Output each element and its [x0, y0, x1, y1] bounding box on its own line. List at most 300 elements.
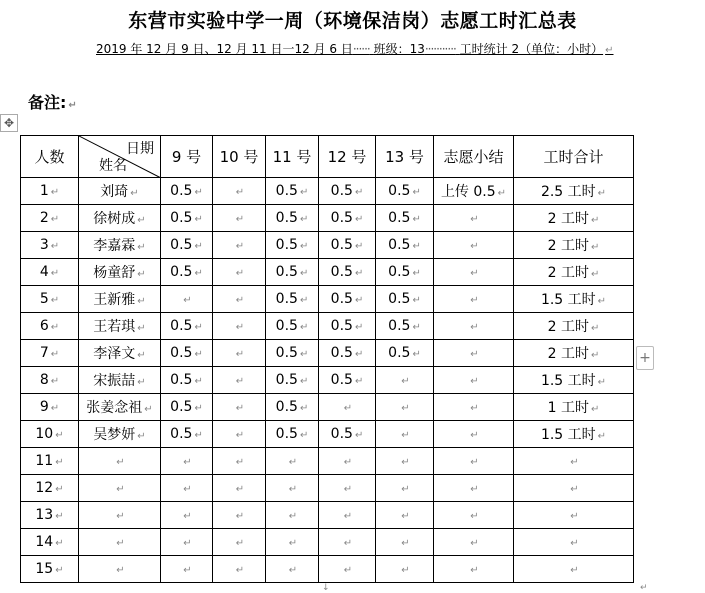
cell-summary[interactable]	[434, 205, 514, 232]
cell-text: 0.5	[275, 345, 298, 361]
table-row	[21, 313, 634, 340]
cell-d11[interactable]	[266, 313, 319, 340]
cell-name[interactable]	[79, 502, 161, 529]
cell-no[interactable]	[21, 448, 79, 475]
cell-name[interactable]	[79, 394, 161, 421]
cell-d13[interactable]	[376, 475, 434, 502]
cell-d11[interactable]	[266, 340, 319, 367]
paragraph-mark-icon: ↵	[235, 241, 245, 252]
paragraph-mark-icon: ↵	[50, 241, 60, 252]
cell-text: 张姜念祖	[86, 400, 143, 416]
cell-d10[interactable]	[213, 502, 266, 529]
cell-text: 0.5	[330, 183, 353, 199]
paragraph-mark-icon: ↵	[55, 511, 64, 522]
table-row	[21, 367, 634, 394]
paragraph-mark-icon: ↵	[570, 457, 579, 468]
cell-text: 0.5	[330, 210, 353, 226]
paragraph-mark-icon: ↵	[50, 403, 60, 414]
cell-d9[interactable]	[161, 502, 213, 529]
cell-d11[interactable]	[266, 556, 319, 583]
cell-text: 12	[35, 480, 54, 496]
cell-d12[interactable]	[319, 556, 376, 583]
cell-text: 李泽文	[93, 346, 136, 362]
paragraph-mark-icon: ↵	[288, 538, 298, 549]
cell-summary[interactable]	[434, 286, 514, 313]
paragraph-mark-icon: ↵	[288, 457, 298, 468]
cell-d12[interactable]	[319, 232, 376, 259]
cell-d13[interactable]	[376, 529, 434, 556]
cell-d11[interactable]	[266, 367, 319, 394]
cell-d10[interactable]	[213, 205, 266, 232]
cell-text: 0.5	[330, 426, 353, 442]
cell-total[interactable]	[514, 340, 634, 367]
paragraph-mark-icon: ↵	[354, 268, 364, 279]
cell-no[interactable]	[21, 367, 79, 394]
paragraph-mark-icon: ↵	[354, 376, 364, 387]
paragraph-mark-icon: ↵	[116, 511, 125, 522]
cell-text: 13	[35, 507, 54, 523]
cell-no[interactable]	[21, 556, 79, 583]
cell-d10[interactable]	[213, 448, 266, 475]
cell-name[interactable]	[79, 556, 161, 583]
paragraph-mark-icon: ↵	[412, 322, 421, 333]
cell-name[interactable]	[79, 178, 161, 205]
cell-text: 0.5	[330, 318, 353, 334]
table-row	[21, 340, 634, 367]
cell-text: 王若琪	[93, 319, 136, 335]
cell-d13[interactable]	[376, 286, 434, 313]
cell-text: 1.5 工时	[540, 292, 596, 308]
cell-text: 10	[35, 426, 54, 442]
cell-name[interactable]	[79, 421, 161, 448]
paragraph-mark-icon: ↵	[590, 323, 600, 334]
cell-text: 5	[39, 291, 49, 307]
cell-d11[interactable]	[266, 421, 319, 448]
move-arrows-icon[interactable]: ✥	[0, 114, 18, 132]
paragraph-mark-icon: ↵	[55, 538, 64, 549]
paragraph-mark-icon: ↵	[299, 376, 309, 387]
cell-text: 6	[39, 318, 49, 334]
cell-no[interactable]	[21, 178, 79, 205]
cell-d9[interactable]	[161, 232, 213, 259]
paragraph-mark-icon: ↵	[235, 187, 245, 198]
paragraph-mark-icon: ↵	[299, 430, 309, 441]
paragraph-mark-icon: ↵	[288, 511, 298, 522]
paragraph-mark-icon: ↵	[401, 376, 410, 387]
paragraph-mark-icon: ↵	[50, 187, 60, 198]
cell-total[interactable]	[514, 448, 634, 475]
cell-text: 0.5	[170, 264, 193, 280]
cell-text: 刘琦	[100, 184, 129, 200]
paragraph-mark-icon: ↵	[412, 295, 421, 306]
table-row	[21, 259, 634, 286]
cell-name[interactable]	[79, 259, 161, 286]
cell-text: 吴梦妍	[93, 427, 136, 443]
cell-text: 1	[39, 183, 49, 199]
cell-d10[interactable]	[213, 529, 266, 556]
cell-d11[interactable]	[266, 259, 319, 286]
cell-d9[interactable]	[161, 394, 213, 421]
cell-text: 杨童舒	[93, 265, 136, 281]
paragraph-mark-icon: ↵	[130, 188, 139, 199]
paragraph-mark-icon: ↵	[401, 430, 410, 441]
paragraph-mark-icon: ↵	[354, 214, 364, 225]
cell-text: 0.5	[388, 183, 411, 199]
cell-no[interactable]	[21, 340, 79, 367]
cell-summary[interactable]	[434, 421, 514, 448]
cell-d11[interactable]	[266, 502, 319, 529]
cell-summary[interactable]	[434, 448, 514, 475]
cell-d10[interactable]	[213, 394, 266, 421]
paragraph-mark-icon: ↵	[235, 484, 245, 495]
cell-d10[interactable]	[213, 286, 266, 313]
paragraph-mark-icon: ↵	[50, 376, 60, 387]
paragraph-mark-icon: ↵	[116, 538, 125, 549]
cell-d12[interactable]	[319, 502, 376, 529]
cell-no[interactable]	[21, 286, 79, 313]
table-header-row	[21, 136, 634, 178]
paragraph-mark-icon: ↵	[50, 322, 60, 333]
paragraph-mark-icon: ↵	[235, 430, 245, 441]
cell-total[interactable]	[514, 313, 634, 340]
cell-d13[interactable]	[376, 502, 434, 529]
cell-d10[interactable]	[213, 556, 266, 583]
cell-text: 李嘉霖	[93, 238, 136, 254]
cell-text: 0.5	[275, 210, 298, 226]
cell-total[interactable]	[514, 286, 634, 313]
cell-no[interactable]	[21, 502, 79, 529]
cell-summary[interactable]	[434, 529, 514, 556]
cell-d13[interactable]	[376, 421, 434, 448]
paragraph-mark-icon: ↵	[570, 565, 579, 576]
paragraph-mark-icon: ↵	[116, 484, 125, 495]
cell-d9[interactable]	[161, 529, 213, 556]
cell-d11[interactable]	[266, 205, 319, 232]
cell-d12[interactable]	[319, 313, 376, 340]
cell-text: 2 工时	[547, 211, 589, 227]
cell-text: 1.5 工时	[540, 427, 596, 443]
paragraph-mark-icon: ↵	[137, 269, 146, 280]
paragraph-mark-icon: ↵	[570, 511, 579, 522]
paragraph-mark-icon: ↵	[137, 350, 146, 361]
cell-summary[interactable]	[434, 556, 514, 583]
cell-text: 徐树成	[93, 211, 136, 227]
paragraph-mark-icon: ↵	[497, 188, 507, 199]
cell-total[interactable]	[514, 205, 634, 232]
paragraph-mark-icon: ↵	[235, 268, 245, 279]
paragraph-mark-icon: ↵	[194, 349, 203, 360]
header-day-10: 10 号	[213, 136, 266, 178]
cell-d12[interactable]	[319, 475, 376, 502]
cell-d11[interactable]	[266, 178, 319, 205]
cell-text: 3	[39, 237, 49, 253]
paragraph-mark-icon: ↵	[590, 350, 600, 361]
cell-d12[interactable]	[319, 259, 376, 286]
cell-d9[interactable]	[161, 259, 213, 286]
cell-text: 2.5 工时	[540, 184, 596, 200]
paragraph-mark-icon: ↵	[412, 268, 421, 279]
cell-total[interactable]	[514, 475, 634, 502]
cell-no[interactable]	[21, 475, 79, 502]
cell-no[interactable]	[21, 529, 79, 556]
cell-d10[interactable]	[213, 421, 266, 448]
cell-text: 上传 0.5	[440, 184, 496, 200]
cell-text: 0.5	[388, 237, 411, 253]
cell-d10[interactable]	[213, 367, 266, 394]
cell-total[interactable]	[514, 421, 634, 448]
cell-text: 4	[39, 264, 49, 280]
cell-text: 11	[35, 453, 54, 469]
paragraph-mark-icon: ↵	[299, 214, 309, 225]
paragraph-mark-icon: ↵	[470, 457, 479, 468]
paragraph-mark-icon: ↵	[597, 188, 607, 199]
paragraph-mark-icon: ↵	[590, 404, 600, 415]
paragraph-mark-icon: ↵	[137, 431, 146, 442]
cell-text: 1.5 工时	[540, 373, 596, 389]
cell-summary[interactable]	[434, 178, 514, 205]
cell-text: 0.5	[388, 264, 411, 280]
cell-d10[interactable]	[213, 475, 266, 502]
cell-text: 0.5	[170, 183, 193, 199]
paragraph-mark-icon: ↵	[183, 511, 192, 522]
paragraph-mark-icon: ↵	[235, 214, 245, 225]
cell-d12[interactable]	[319, 421, 376, 448]
cell-d9[interactable]	[161, 340, 213, 367]
cell-summary[interactable]	[434, 475, 514, 502]
cell-text: 0.5	[170, 318, 193, 334]
cell-no[interactable]	[21, 259, 79, 286]
cell-text: 0.5	[275, 372, 298, 388]
paragraph-mark-icon: ↵	[235, 511, 245, 522]
cell-no[interactable]	[21, 394, 79, 421]
header-day-11: 11 号	[266, 136, 319, 178]
paragraph-mark-icon: ↵	[288, 484, 298, 495]
cell-text: 0.5	[330, 372, 353, 388]
cell-d11[interactable]	[266, 394, 319, 421]
cell-text: 0.5	[275, 183, 298, 199]
paragraph-mark-icon: ↵	[50, 349, 60, 360]
cell-d9[interactable]	[161, 313, 213, 340]
plus-icon[interactable]: +	[636, 346, 654, 370]
cell-d9[interactable]	[161, 448, 213, 475]
paragraph-mark-icon: ↵	[470, 538, 479, 549]
cell-text: 0.5	[275, 291, 298, 307]
cell-d13[interactable]	[376, 313, 434, 340]
cell-text: 0.5	[275, 237, 298, 253]
cell-name[interactable]	[79, 529, 161, 556]
paragraph-mark-icon: ↵	[590, 269, 600, 280]
cell-d13[interactable]	[376, 367, 434, 394]
cell-d9[interactable]	[161, 178, 213, 205]
cell-name[interactable]	[79, 286, 161, 313]
cell-total[interactable]	[514, 367, 634, 394]
cell-name[interactable]	[79, 205, 161, 232]
cell-d9[interactable]	[161, 556, 213, 583]
cell-d10[interactable]	[213, 340, 266, 367]
paragraph-mark-icon: ↵	[470, 241, 479, 252]
paragraph-mark-icon: ↵	[235, 565, 245, 576]
cell-d10[interactable]	[213, 232, 266, 259]
cell-text: 0.5	[170, 345, 193, 361]
table-row	[21, 232, 634, 259]
header-date: 日期	[126, 141, 154, 157]
cell-name[interactable]	[79, 448, 161, 475]
cell-d11[interactable]	[266, 286, 319, 313]
paragraph-mark-icon: ↵	[299, 322, 309, 333]
cell-total[interactable]	[514, 178, 634, 205]
cell-text: 2 工时	[547, 319, 589, 335]
cell-d11[interactable]	[266, 529, 319, 556]
table-row	[21, 205, 634, 232]
cell-d10[interactable]	[213, 259, 266, 286]
paragraph-mark-icon: ↵	[470, 214, 479, 225]
cell-d12[interactable]	[319, 178, 376, 205]
cell-text: 0.5	[170, 372, 193, 388]
cell-d9[interactable]	[161, 205, 213, 232]
cell-name[interactable]	[79, 313, 161, 340]
paragraph-mark-icon: ↵	[470, 349, 479, 360]
paragraph-mark-icon: ↵	[183, 538, 192, 549]
paragraph-mark-icon: ↵	[68, 100, 77, 111]
cell-d12[interactable]	[319, 394, 376, 421]
cell-no[interactable]	[21, 313, 79, 340]
cell-d12[interactable]	[319, 340, 376, 367]
cell-name[interactable]	[79, 367, 161, 394]
paragraph-mark-icon: ↵	[235, 295, 245, 306]
cell-text: 0.5	[388, 345, 411, 361]
cell-text: 0.5	[170, 399, 193, 415]
paragraph-mark-icon: ↵	[235, 403, 245, 414]
header-count: 人数	[21, 136, 79, 178]
paragraph-mark-icon: ↵	[137, 323, 146, 334]
cell-text: 0.5	[170, 210, 193, 226]
cell-no[interactable]	[21, 205, 79, 232]
cell-summary[interactable]	[434, 394, 514, 421]
cell-total[interactable]	[514, 529, 634, 556]
paragraph-mark-icon: ↵	[343, 511, 353, 522]
cell-text: 0.5	[170, 237, 193, 253]
table-row	[21, 502, 634, 529]
cell-d9[interactable]	[161, 475, 213, 502]
cell-text: 0.5	[388, 210, 411, 226]
cell-text: 0.5	[330, 237, 353, 253]
cell-name[interactable]	[79, 475, 161, 502]
cell-summary[interactable]	[434, 313, 514, 340]
paragraph-mark-icon: ↵	[343, 403, 353, 414]
cell-total[interactable]	[514, 259, 634, 286]
cell-d12[interactable]	[319, 286, 376, 313]
paragraph-mark-icon: ↵	[194, 403, 203, 414]
header-day-13: 13 号	[376, 136, 434, 178]
paragraph-mark-icon: ↵	[343, 538, 353, 549]
cell-d9[interactable]	[161, 367, 213, 394]
cell-d9[interactable]	[161, 286, 213, 313]
cell-d11[interactable]	[266, 475, 319, 502]
paragraph-mark-icon: ↵	[55, 565, 64, 576]
paragraph-mark-icon: ↵	[235, 538, 245, 549]
cell-d13[interactable]	[376, 448, 434, 475]
cell-summary[interactable]	[434, 232, 514, 259]
cell-name[interactable]	[79, 340, 161, 367]
table-row	[21, 529, 634, 556]
paragraph-mark-icon: ↵	[570, 484, 579, 495]
cell-text: 0.5	[275, 318, 298, 334]
cell-summary[interactable]	[434, 259, 514, 286]
paragraph-mark-icon: ↵	[55, 457, 64, 468]
cell-d10[interactable]	[213, 313, 266, 340]
document-title: 东营市实验中学一周（环境保洁岗）志愿工时汇总表	[128, 10, 577, 32]
paragraph-mark-icon: ↵	[183, 484, 192, 495]
cell-d13[interactable]	[376, 232, 434, 259]
cell-summary[interactable]	[434, 340, 514, 367]
cell-d11[interactable]	[266, 448, 319, 475]
cell-d10[interactable]	[213, 178, 266, 205]
cell-d13[interactable]	[376, 178, 434, 205]
paragraph-mark-icon: ↵	[299, 403, 309, 414]
paragraph-mark-icon: ↵	[55, 484, 64, 495]
class-label: 班级：13	[373, 42, 425, 56]
header-total: 工时合计	[514, 136, 634, 178]
cell-d11[interactable]	[266, 232, 319, 259]
paragraph-mark-icon: ↵	[412, 187, 421, 198]
cell-text: 1 工时	[547, 400, 589, 416]
cell-d12[interactable]	[319, 529, 376, 556]
cell-total[interactable]	[514, 232, 634, 259]
cell-text: 2	[39, 210, 49, 226]
paragraph-mark-icon: ↵	[299, 295, 309, 306]
paragraph-mark-icon: ↵	[137, 242, 146, 253]
cell-text: 0.5	[275, 426, 298, 442]
cell-text: 2 工时	[547, 346, 589, 362]
table-row	[21, 556, 634, 583]
cell-d13[interactable]	[376, 340, 434, 367]
cell-text: 2 工时	[547, 265, 589, 281]
paragraph-mark-icon: ↵	[590, 242, 600, 253]
cell-d9[interactable]	[161, 421, 213, 448]
cell-d13[interactable]	[376, 394, 434, 421]
paragraph-mark-icon: ↵	[299, 187, 309, 198]
paragraph-mark-icon: ↵	[354, 295, 364, 306]
table-row	[21, 286, 634, 313]
cell-total[interactable]	[514, 556, 634, 583]
paragraph-mark-icon: ↵	[354, 430, 364, 441]
cell-d13[interactable]	[376, 205, 434, 232]
paragraph-mark-icon: ↵	[183, 565, 192, 576]
paragraph-mark-icon: ↵	[470, 322, 479, 333]
cell-text: 9	[39, 399, 49, 415]
cell-summary[interactable]	[434, 502, 514, 529]
cell-total[interactable]	[514, 394, 634, 421]
cell-d13[interactable]	[376, 556, 434, 583]
cell-d13[interactable]	[376, 259, 434, 286]
volunteer-hours-table	[20, 135, 634, 583]
paragraph-mark-icon: ↵	[116, 457, 125, 468]
cell-no[interactable]	[21, 232, 79, 259]
cell-text: 0.5	[388, 291, 411, 307]
cell-total[interactable]	[514, 502, 634, 529]
cell-text: 宋振喆	[93, 373, 136, 389]
cell-d12[interactable]	[319, 448, 376, 475]
cell-name[interactable]	[79, 232, 161, 259]
cell-no[interactable]	[21, 421, 79, 448]
header-day-12: 12 号	[319, 136, 376, 178]
paragraph-mark-icon: ↵	[50, 268, 60, 279]
paragraph-mark-icon: ↵	[343, 565, 353, 576]
cell-summary[interactable]	[434, 367, 514, 394]
cell-d12[interactable]	[319, 367, 376, 394]
cell-d12[interactable]	[319, 205, 376, 232]
paragraph-mark-icon: ↵	[354, 187, 364, 198]
